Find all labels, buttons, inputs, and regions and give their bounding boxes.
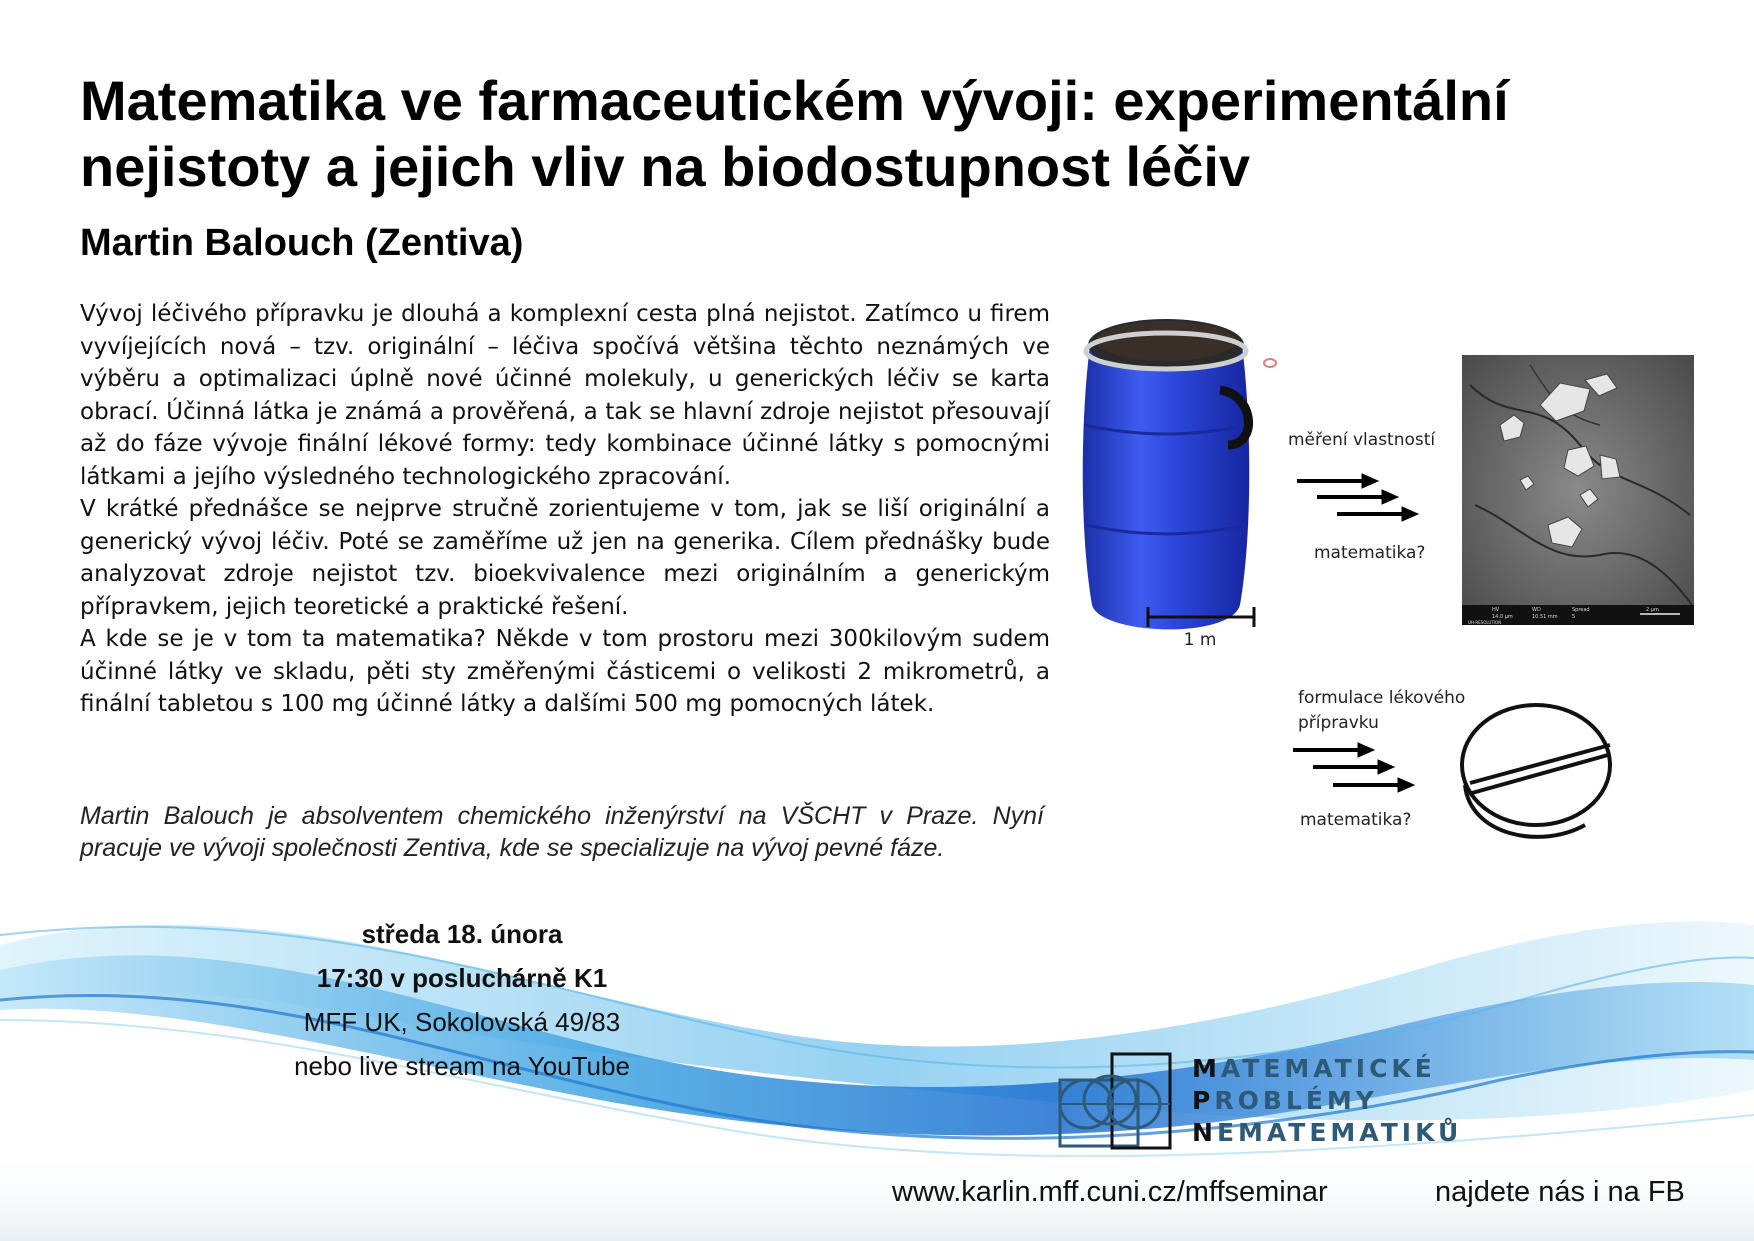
logo-line-1: MATEMATICKÉ [1192, 1054, 1436, 1083]
event-time-place: 17:30 v posluchárně K1 [316, 963, 608, 993]
label-math-1: matematika? [1314, 543, 1426, 563]
event-info [262, 912, 662, 1088]
logo-line-2: PROBLÉMY [1192, 1086, 1378, 1115]
scale-label: 1 m [1183, 630, 1217, 650]
svg-text:UH-RESOLUTION: UH-RESOLUTION [1468, 620, 1502, 625]
label-measure: měření vlastností [1288, 430, 1436, 450]
svg-text:10.51 mm: 10.51 mm [1532, 614, 1558, 620]
sem-micrograph [1462, 355, 1694, 625]
svg-text:14.0 µm: 14.0 µm [1492, 614, 1513, 620]
event-address: MFF UK, Sokolovská 49/83 [303, 1007, 621, 1037]
facebook-note: najdete nás i na FB [1435, 1176, 1685, 1208]
speaker-name: Martin Balouch (Zentiva) [80, 222, 524, 264]
abstract-paragraph: Vývoj léčivého přípravku je dlouhá a komplexní cesta plná nejistot. Zatímco u firem vyvíjejících nová – tzv. originální – léčiva spočívá většina těchto neznámých ve výběru a optimalizaci úplně nové účinné molekuly, u generických léčiv se karta obrací. Účinná látka je známá a prověřená, a tak se hlavní zdroje nejistot přesouvají až do fáze vývoje finální lékové formy: tedy kombinace účinné látky s pomocnými látkami a jejího výsledného technologického zpracování. [80, 301, 1050, 490]
label-formulation: formulace lékového [1298, 688, 1466, 708]
seminar-url[interactable]: www.karlin.mff.cuni.cz/mffseminar [892, 1176, 1328, 1208]
svg-text:5: 5 [1572, 614, 1576, 620]
abstract [80, 298, 1050, 721]
illustration [1080, 305, 1720, 865]
abstract-paragraph: V krátké přednášce se nejprve stručně zorientujeme v tom, jak se liší originální a generický vývoj léčiv. Poté se zaměříme už jen na generika. Cílem přednášky bude analyzovat zdroje nejistot tzv. bioekvivalence mezi originálním a generickým přípravkem, jejich teoretické a praktické řešení. [80, 496, 1050, 620]
abstract-paragraph: A kde se je v tom ta matematika? Někde v tom prostoru mezi 300kilovým sudem účinné látky ve skladu, pěti sty změřenými částicemi o velikosti 2 mikrometrů, a finální tabletou s 100 mg účinné látky a dalšími 500 mg pomocných látek. [80, 626, 1050, 717]
svg-text:Spread: Spread [1572, 607, 1590, 613]
svg-text:2 µm: 2 µm [1646, 607, 1659, 613]
logo-line-3: NEMATEMATIKŮ [1192, 1118, 1463, 1147]
label-formulation-2: přípravku [1298, 713, 1379, 733]
tablet-image [1462, 705, 1610, 837]
event-stream: nebo live stream na YouTube [294, 1051, 630, 1081]
logo-emblem-icon [1056, 1052, 1186, 1152]
label-math-2: matematika? [1300, 810, 1412, 830]
talk-title: Matematika ve farmaceutickém vývoji: experimentální nejistoty a jejich vliv na biodostupnost léčiv [80, 69, 1509, 198]
svg-text:WD: WD [1532, 607, 1541, 613]
event-date: středa 18. února [361, 919, 563, 949]
arrows-right-icon [1293, 743, 1414, 792]
mpn-logo [1056, 1052, 1496, 1152]
arrows-right-icon [1297, 474, 1418, 521]
barrel-image [1083, 319, 1276, 629]
speaker-bio: Martin Balouch je absolventem chemického inženýrství na VŠCHT v Praze. Nyní pracuje ve vývoji společnosti Zentiva, kde se specializuje na vývoj pevné fáze. [80, 802, 1044, 862]
svg-text:HV: HV [1492, 607, 1500, 613]
